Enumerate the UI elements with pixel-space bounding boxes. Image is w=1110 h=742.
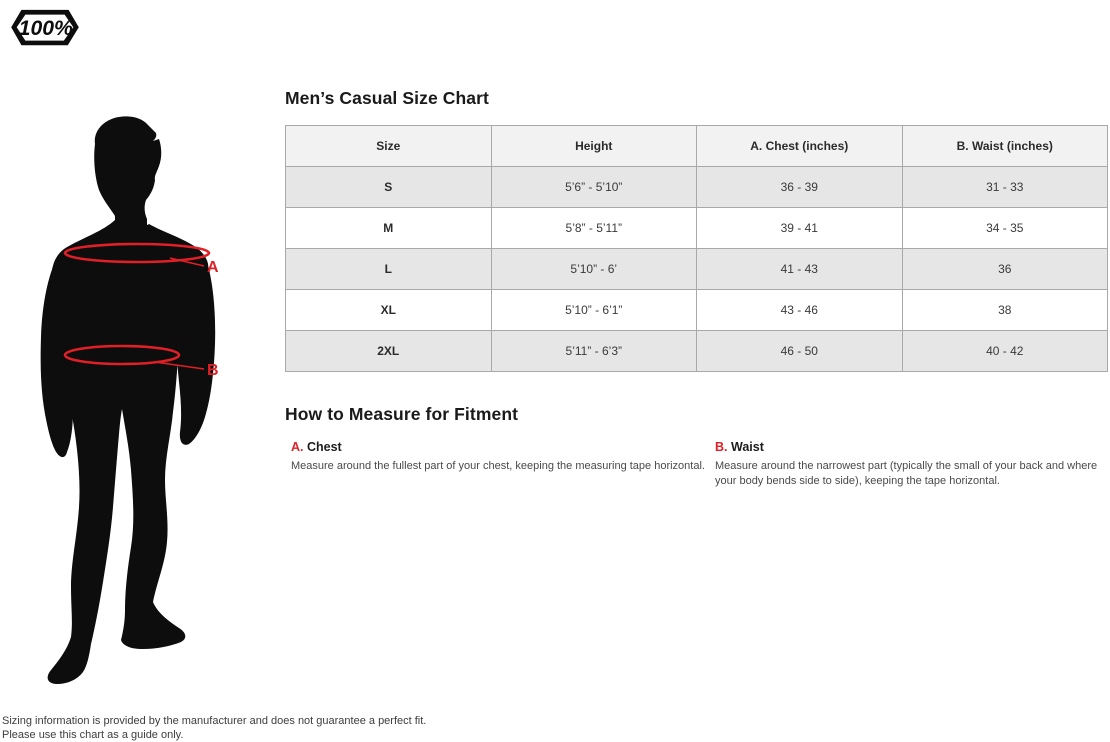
measure-item-heading (291, 440, 723, 454)
silhouette-left-arm (41, 257, 75, 457)
table-row (286, 167, 1108, 208)
brand-logo (2, 6, 88, 50)
cell-chest: 41 - 43 (697, 249, 903, 290)
cell-waist: 36 (902, 249, 1108, 290)
measure-letter: A. (291, 440, 304, 454)
measure-item-chest (291, 440, 723, 474)
cell-size: M (286, 208, 492, 249)
size-chart-table (285, 125, 1108, 372)
cell-height: 5’10” - 6’ (491, 249, 697, 290)
cell-waist: 31 - 33 (902, 167, 1108, 208)
cell-chest: 43 - 46 (697, 290, 903, 331)
table-row (286, 249, 1108, 290)
measure-label: Chest (306, 440, 342, 454)
measure-item-waist (715, 440, 1110, 489)
col-header-height: Height (491, 126, 697, 167)
cell-size: L (286, 249, 492, 290)
table-row (286, 208, 1108, 249)
cell-waist: 38 (902, 290, 1108, 331)
table-header-row (286, 126, 1108, 167)
table-row (286, 331, 1108, 372)
marker-a-label: A (207, 259, 219, 276)
size-chart-title: Men’s Casual Size Chart (285, 88, 489, 108)
how-to-measure-title: How to Measure for Fitment (285, 404, 519, 424)
silhouette-right-arm (176, 254, 215, 445)
measure-letter: B. (715, 440, 728, 454)
marker-b-label: B (207, 362, 219, 379)
cell-size: S (286, 167, 492, 208)
cell-chest: 39 - 41 (697, 208, 903, 249)
cell-height: 5’6” - 5’10” (491, 167, 697, 208)
table-row (286, 290, 1108, 331)
cell-height: 5’10” - 6’1” (491, 290, 697, 331)
cell-size: 2XL (286, 331, 492, 372)
cell-height: 5’8” - 5’11” (491, 208, 697, 249)
measure-label: Waist (730, 440, 764, 454)
measure-description: Measure around the fullest part of your chest, keeping the measuring tape horizontal. (291, 460, 705, 472)
disclaimer-line-1: Sizing information is provided by the manufacturer and does not guarantee a perfect fit. (2, 715, 427, 727)
measure-item-heading (715, 440, 1110, 454)
disclaimer-line-2: Please use this chart as a guide only. (2, 729, 184, 741)
measure-description: Measure around the narrowest part (typically the small of your back and where your body bends side to side), keeping the tape horizontal. (715, 460, 1098, 487)
cell-waist: 40 - 42 (902, 331, 1108, 372)
cell-waist: 34 - 35 (902, 208, 1108, 249)
logo-text: 100% (18, 17, 73, 41)
cell-size: XL (286, 290, 492, 331)
cell-height: 5’11” - 6’3” (491, 331, 697, 372)
cell-chest: 36 - 39 (697, 167, 903, 208)
silhouette-head (94, 116, 161, 228)
sizing-disclaimer (2, 714, 426, 742)
col-header-waist: B. Waist (inches) (902, 126, 1108, 167)
col-header-size: Size (286, 126, 492, 167)
cell-chest: 46 - 50 (697, 331, 903, 372)
col-header-chest: A. Chest (inches) (697, 126, 903, 167)
male-silhouette-figure (15, 112, 245, 692)
